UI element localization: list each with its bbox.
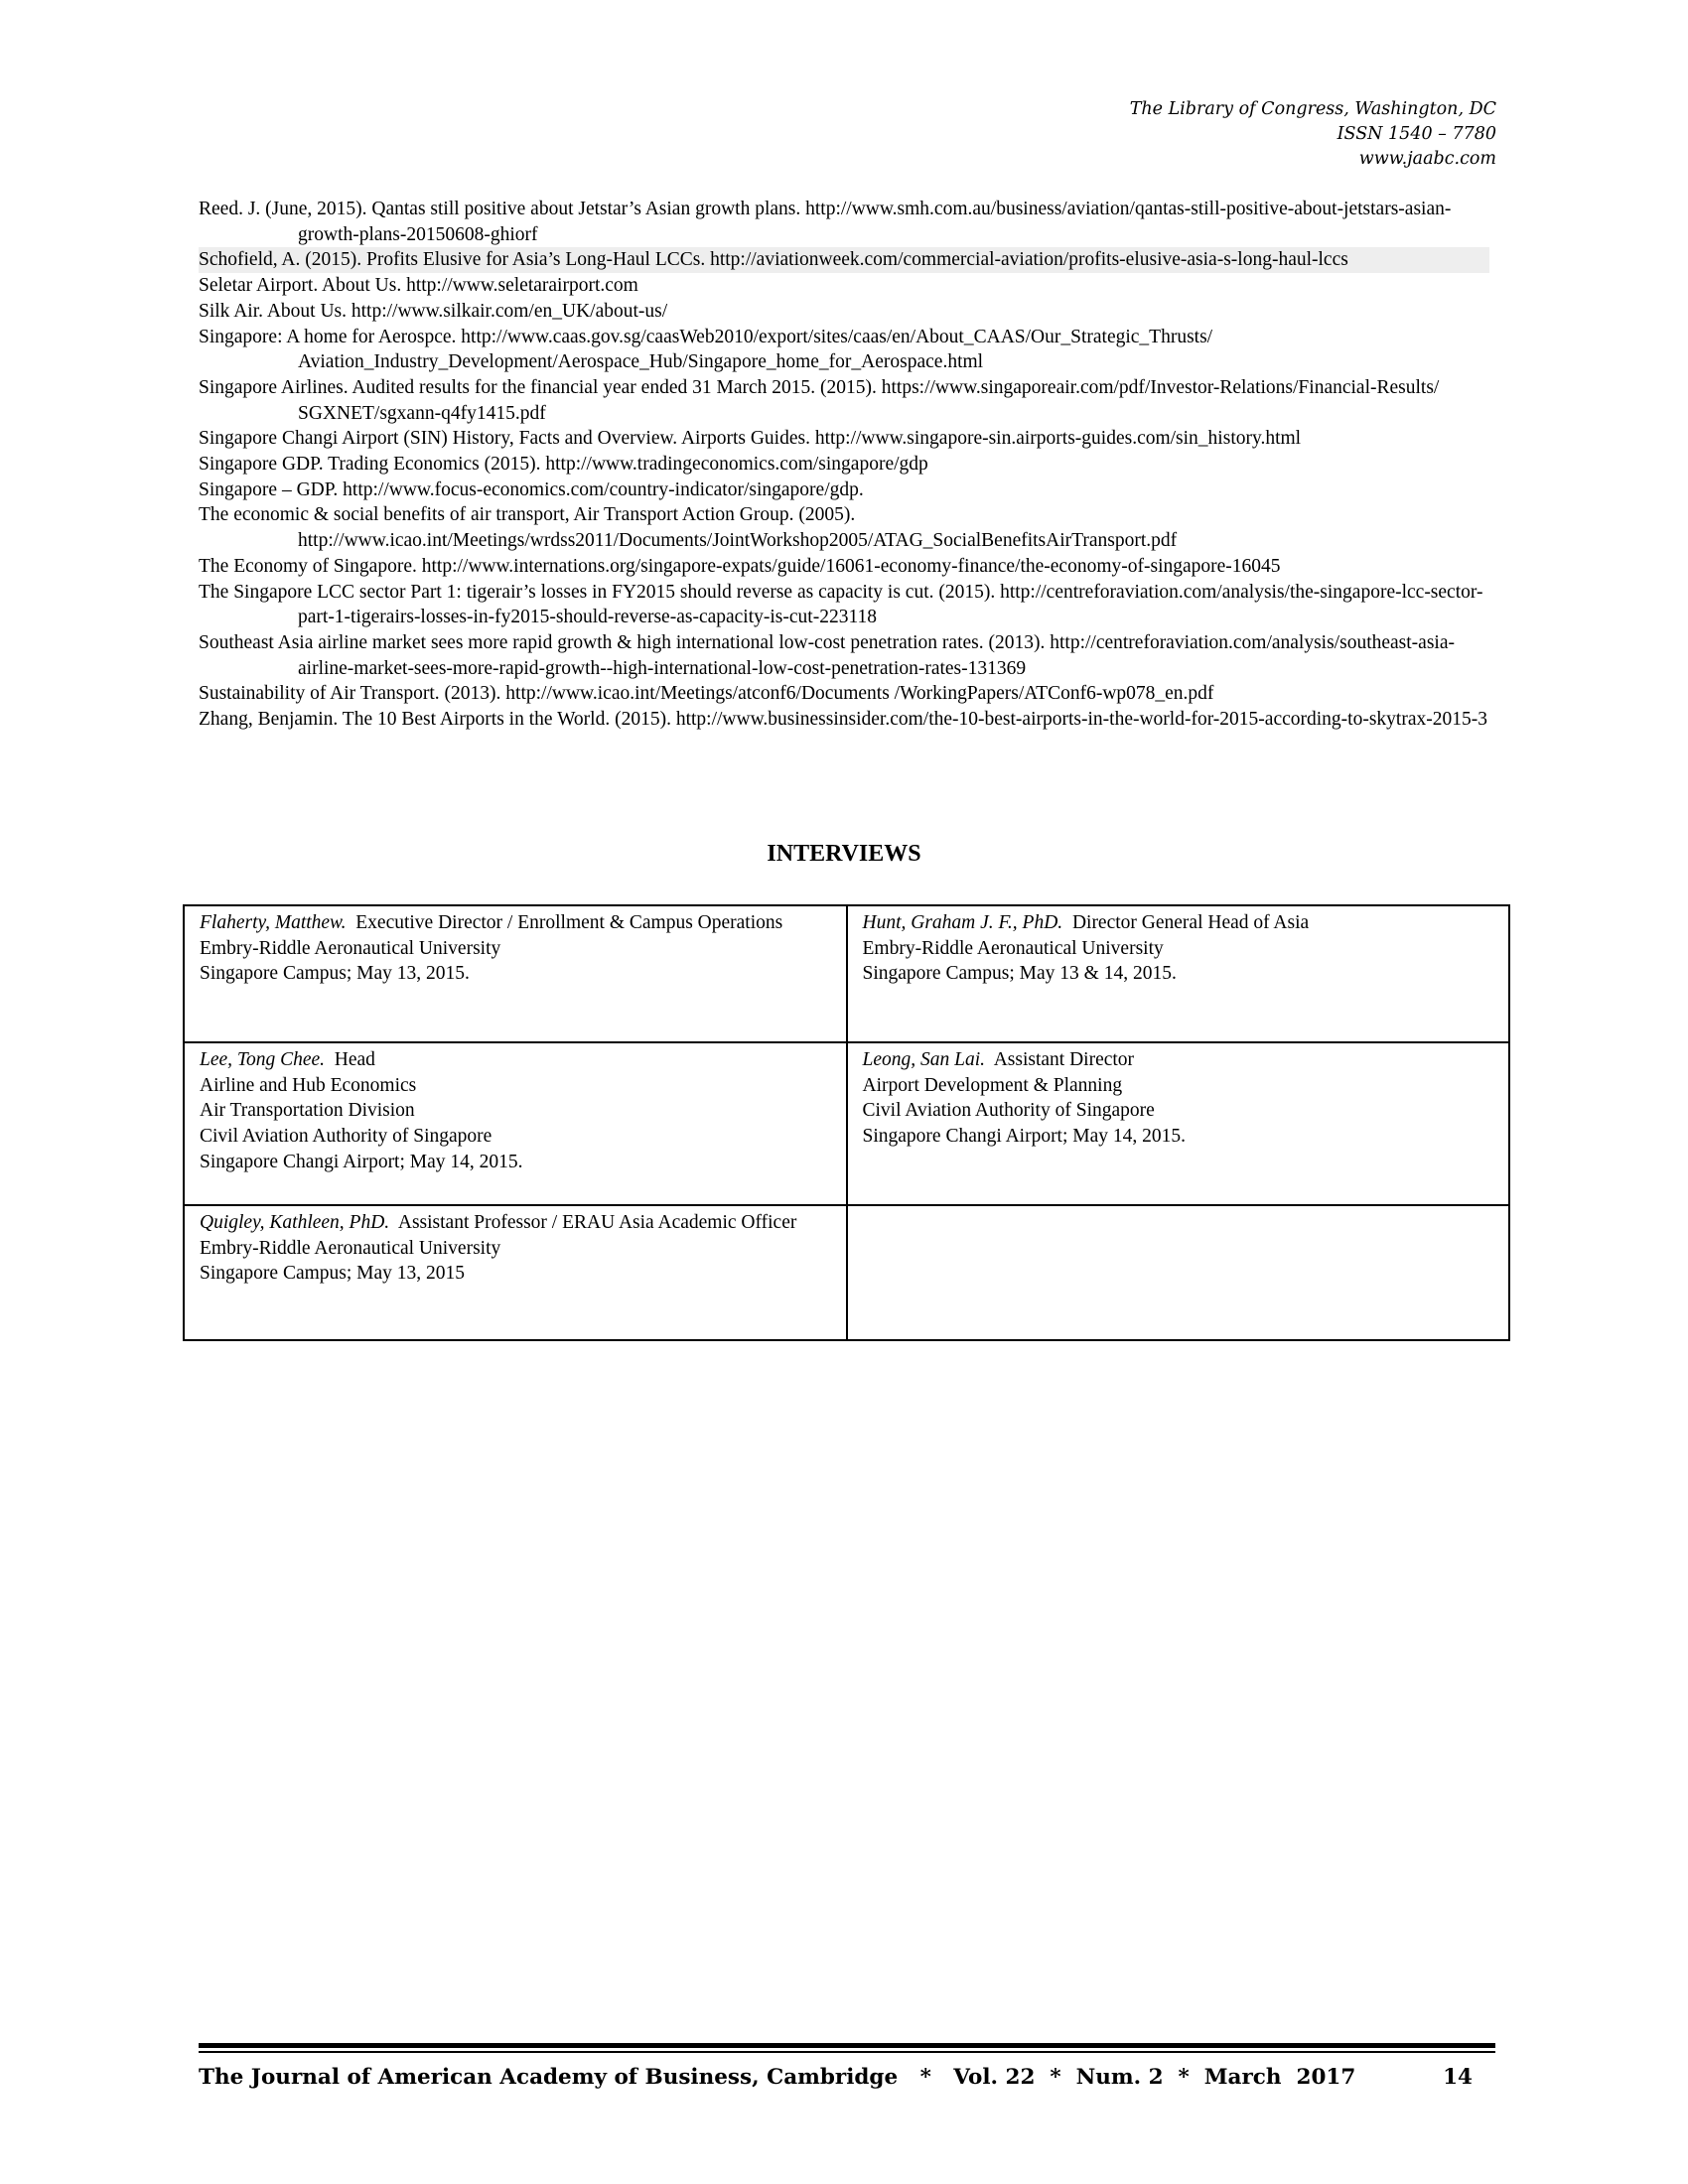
reference-item: Reed. J. (June, 2015). Qantas still positive about Jetstar’s Asian growth plans. http://www.smh.com.au/business/aviation/qantas-still-positive-about-jetstars-asian-growth-plans-20150608-ghiorf (199, 199, 1452, 245)
interviewee-role: Assistant Professor / ERAU Asia Academic Officer (397, 1212, 797, 1233)
reference-item: Singapore – GDP. http://www.focus-economics.com/country-indicator/singapore/gdp. (199, 478, 864, 500)
reference-item: Singapore Changi Airport (SIN) History, Facts and Overview. Airports Guides. http://www.singapore-sin.airports-guides.com/sin_history.html (199, 428, 1302, 450)
reference-item: Seletar Airport. About Us. http://www.seletarairport.com (199, 275, 638, 297)
empty-cell (847, 1205, 1510, 1340)
interviewee-name: Flaherty, Matthew. (200, 912, 347, 933)
interview-detail: Air Transportation Division (200, 1100, 415, 1122)
interviewee-name: Leong, San Lai. (862, 1049, 986, 1070)
header-website: www.jaabc.com (1358, 149, 1496, 169)
interview-detail: Embry-Riddle Aeronautical University (862, 937, 1164, 959)
interviewee-role: Assistant Director (993, 1049, 1135, 1070)
interview-cell (184, 905, 847, 1042)
reference-list (199, 197, 1489, 733)
interviewee-role: Director General Head of Asia (1071, 912, 1310, 933)
table-row (184, 1205, 1509, 1340)
interview-detail: Civil Aviation Authority of Singapore (862, 1100, 1155, 1122)
interview-cell (847, 905, 1510, 1042)
reference-item: The economic & social benefits of air transport, Air Transport Action Group. (2005). http://www.icao.int/Meetings/wrdss2011/Documents/JointWorkshop2005/ATAG_SocialBenefitsAirTransport.pdf (199, 504, 1178, 552)
footer-rule-thin (199, 2051, 1495, 2053)
reference-item: Southeast Asia airline market sees more rapid growth & high international low-cost penetration rates. (2013). http://centreforaviation.com/analysis/southeast-asia-airline-market-sees-more-rapid-growth--high-international-low-cost-penetration-rates-131369 (199, 631, 1455, 679)
header-issn: ISSN 1540 – 7780 (1336, 124, 1496, 144)
reference-item: Singapore: A home for Aerospce. http://www.caas.gov.sg/caasWeb2010/export/sites/caas/en/About_CAAS/Our_Strategic_Thrusts/ Aviation_Industry_Development/Aerospace_Hub/Singapore_home_for_Aerospace.html (199, 326, 1213, 373)
interview-detail: Singapore Campus; May 13, 2015 (200, 1263, 466, 1285)
interviewee-name: Hunt, Graham J. F., PhD. (862, 912, 1063, 933)
interviewee-name: Lee, Tong Chee. (200, 1049, 326, 1070)
footer-rule-thick (199, 2043, 1495, 2048)
page-number: 14 (1443, 2065, 1473, 2090)
reference-item: The Economy of Singapore. http://www.internations.org/singapore-expats/guide/16061-economy-finance/the-economy-of-singapore-16045 (199, 555, 1281, 577)
table-row (184, 1042, 1509, 1205)
reference-item: Sustainability of Air Transport. (2013). http://www.icao.int/Meetings/atconf6/Documents /WorkingPapers/ATConf6-wp078_en.pdf (199, 683, 1214, 705)
running-header (1130, 97, 1496, 172)
interview-cell (847, 1042, 1510, 1205)
reference-item: Zhang, Benjamin. The 10 Best Airports in the World. (2015). http://www.businessinsider.com/the-10-best-airports-in-the-world-for-2015-according-to-skytrax-2015-3 (199, 709, 1487, 731)
footer-journal-info: The Journal of American Academy of Business, Cambridge * Vol. 22 * Num. 2 * March 2017 (199, 2065, 1356, 2090)
interview-detail: Airport Development & Planning (862, 1074, 1123, 1096)
reference-item: Schofield, A. (2015). Profits Elusive for Asia’s Long-Haul LCCs. http://aviationweek.com/commercial-aviation/profits-elusive-asia-s-long-haul-lccs (199, 247, 1489, 273)
reference-item: Silk Air. About Us. http://www.silkair.com/en_UK/about-us/ (199, 300, 668, 322)
interview-cell (184, 1042, 847, 1205)
reference-item: Singapore GDP. Trading Economics (2015). http://www.tradingeconomics.com/singapore/gdp (199, 454, 928, 476)
reference-item: The Singapore LCC sector Part 1: tigerair’s losses in FY2015 should reverse as capacity is cut. (2015). http://centreforaviation.com/analysis/the-singapore-lcc-sector-part-1-tigerairs-losses-in-fy2015-should-reverse-as-capacity-is-cut-223118 (199, 581, 1483, 628)
interview-detail: Airline and Hub Economics (200, 1074, 417, 1096)
interview-detail: Singapore Campus; May 13, 2015. (200, 963, 470, 985)
interview-detail: Civil Aviation Authority of Singapore (200, 1126, 492, 1148)
table-row (184, 905, 1509, 1042)
header-library: The Library of Congress, Washington, DC (1129, 99, 1496, 119)
reference-item: Singapore Airlines. Audited results for the financial year ended 31 March 2015. (2015). https://www.singaporeair.com/pdf/Investor-Relations/Financial-Results/ SGXNET/sgxann-q4fy1415.pdf (199, 376, 1440, 424)
interview-detail: Embry-Riddle Aeronautical University (200, 1237, 501, 1259)
interview-detail: Singapore Changi Airport; May 14, 2015. (200, 1151, 523, 1172)
interview-detail: Singapore Changi Airport; May 14, 2015. (862, 1126, 1187, 1148)
section-title-interviews: INTERVIEWS (767, 841, 921, 867)
interview-detail: Singapore Campus; May 13 & 14, 2015. (862, 963, 1177, 985)
interviewee-role: Head (334, 1049, 375, 1070)
interview-detail: Embry-Riddle Aeronautical University (200, 937, 501, 959)
interview-cell (184, 1205, 847, 1340)
interviewee-name: Quigley, Kathleen, PhD. (200, 1212, 390, 1233)
interviews-table (183, 904, 1510, 1341)
interviewee-role: Executive Director / Enrollment & Campus Operations (355, 912, 783, 933)
